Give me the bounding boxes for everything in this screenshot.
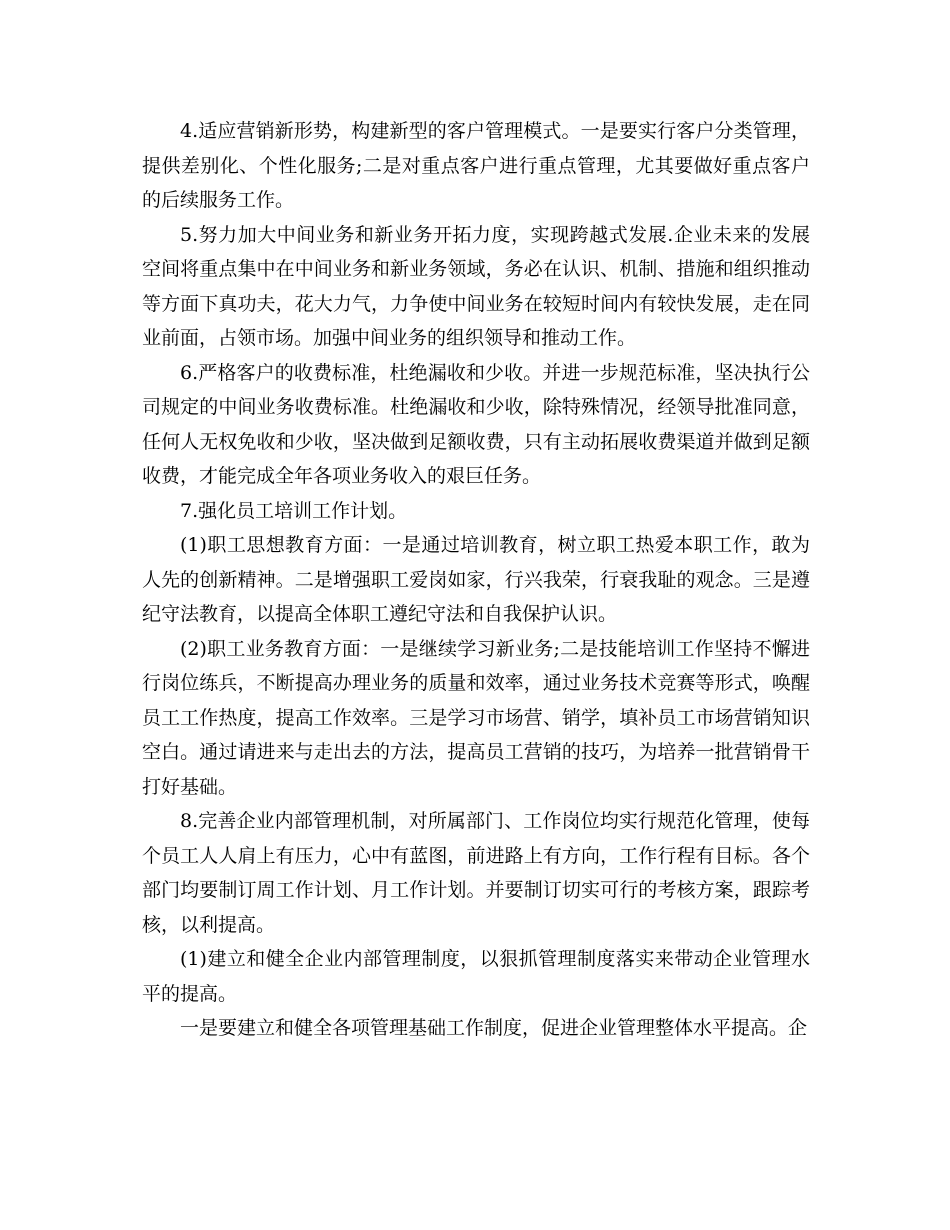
paragraph-item-7: 7.强化员工培训工作计划。 <box>180 499 408 522</box>
paragraph-item-8-sub-1-detail: 一是要建立和健全各项管理基础工作制度，促进企业管理整体水平提高。企 <box>180 1017 808 1039</box>
paragraph-item-8-sub-1: (1)建立和健全企业内部管理制度，以狠抓管理制度落实来带动企业管理水平的提高。 <box>142 948 810 1005</box>
paragraph-item-8: 8.完善企业内部管理机制，对所属部门、工作岗位均实行规范化管理，使每个员工人人肩上有压力，心中有蓝图，前进路上有方向，工作行程有目标。各个部门均要制订周工作计划、月工作计划。并要制订切实可行的考核方案，跟踪考核，以利提高。 <box>142 810 810 936</box>
paragraph-item-6: 6.严格客户的收费标准，杜绝漏收和少收。并进一步规范标准，坚决执行公司规定的中间业务收费标准。杜绝漏收和少收，除特殊情况，经领导批准同意，任何人无权免收和少收，坚决做到足额收费，只有主动拓展收费渠道并做到足额收费，才能完成全年各项业务收入的艰巨任务。 <box>142 361 810 487</box>
paragraph-item-5: 5.努力加大中间业务和新业务开拓力度，实现跨越式发展.企业未来的发展空间将重点集中在中间业务和新业务领域，务必在认识、机制、措施和组织推动等方面下真功夫，花大力气，力争使中间业务在较短时间内有较快发展，走在同业前面，占领市场。加强中间业务的组织领导和推动工作。 <box>142 223 810 349</box>
paragraph-item-7-sub-2: (2)职工业务教育方面：一是继续学习新业务;二是技能培训工作坚持不懈进行岗位练兵，不断提高办理业务的质量和效率，通过业务技术竞赛等形式，唤醒员工工作热度，提高工作效率。三是学习市场营、销学，填补员工市场营销知识空白。通过请进来与走出去的方法，提高员工营销的技巧，为培养一批营销骨干打好基础。 <box>142 637 810 798</box>
paragraph-item-7-sub-1: (1)职工思想教育方面：一是通过培训教育，树立职工热爱本职工作，敢为人先的创新精神。二是增强职工爱岗如家，行兴我荣，行衰我耻的观念。三是遵纪守法教育，以提高全体职工遵纪守法和自我保护认识。 <box>142 534 810 625</box>
document-body <box>142 114 810 1046</box>
paragraph-item-4: 4.适应营销新形势，构建新型的客户管理模式。一是要实行客户分类管理，提供差别化、个性化服务;二是对重点客户进行重点管理，尤其要做好重点客户的后续服务工作。 <box>142 120 810 211</box>
